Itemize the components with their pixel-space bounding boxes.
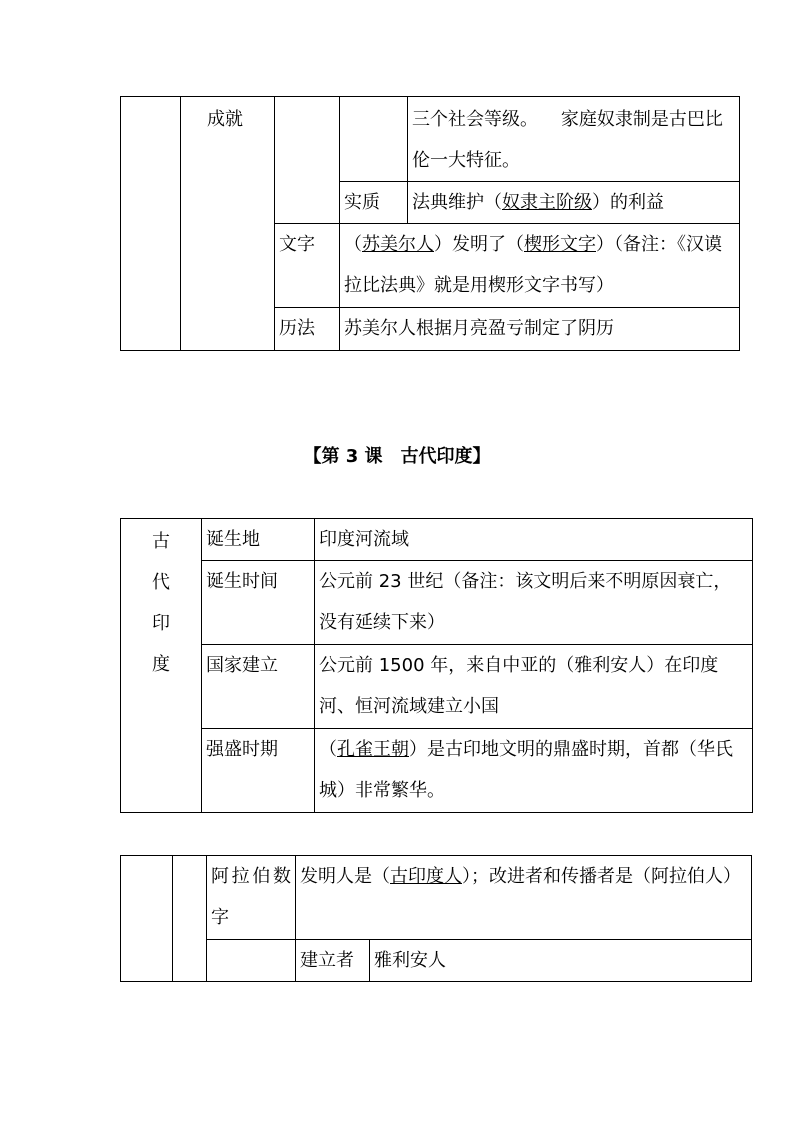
vertical-char: 代 [152, 572, 170, 593]
row-text [315, 561, 753, 645]
writing-text: （ [344, 234, 362, 255]
essence-text-cell [408, 182, 740, 224]
blank-cell [275, 97, 340, 224]
peak-answer: 孔雀王朝 [337, 739, 409, 760]
blank-cell [207, 940, 296, 982]
slavery-text-1: 三个社会等级。 [412, 109, 538, 130]
peak-text: ）是古印地文明的鼎盛时期，首都（华氏城）非常繁华。 [319, 739, 733, 801]
calendar-label: 历法 [279, 318, 315, 339]
essence-text-end: ）的利益 [592, 192, 664, 213]
achievement-cell [181, 97, 275, 351]
slavery-text-2: 家庭奴隶制是古巴比伦一大特征。 [412, 109, 723, 171]
arabic-label: 阿拉伯数字 [211, 866, 291, 928]
row-text [315, 645, 753, 729]
writing-text-cell [340, 224, 740, 308]
arabic-text-cell [296, 856, 752, 940]
calendar-text: 苏美尔人根据月亮盈亏制定了阴历 [344, 318, 614, 339]
vertical-char: 古 [152, 531, 170, 552]
vertical-char: 印 [152, 613, 170, 634]
row-label [202, 645, 315, 729]
writing-label: 文字 [279, 234, 315, 255]
arabic-text: 发明人是（ [300, 866, 390, 887]
founder-text-cell [370, 940, 752, 982]
writing-text: ）发明了（ [434, 234, 524, 255]
birthtime-label: 诞生时间 [206, 571, 278, 592]
writing-text: ）（备注：《汉谟拉比法典》就是用楔形文字书写） [344, 234, 722, 296]
birthplace-text: 印度河流域 [319, 529, 409, 550]
blank-cell [121, 856, 173, 982]
row-label [202, 561, 315, 645]
left-blank-cell [121, 97, 181, 351]
blank-cell [340, 97, 408, 182]
arabic-text: ）；改进者和传播者是（阿拉伯人） [462, 866, 741, 887]
row-label [202, 519, 315, 561]
writing-label-cell [275, 224, 340, 308]
writing-answer-2: 楔形文字 [524, 234, 596, 255]
state-label: 国家建立 [206, 655, 278, 676]
birthplace-label: 诞生地 [206, 529, 260, 550]
arabic-answer: 古印度人 [390, 866, 462, 887]
peak-text: （ [319, 739, 337, 760]
row-text [315, 729, 753, 813]
lesson-title: 【第 3 课 古代印度】 [303, 446, 491, 467]
blank-cell [173, 856, 207, 982]
vertical-char: 度 [152, 654, 170, 675]
founder-label-cell [296, 940, 370, 982]
india-table [120, 518, 753, 813]
birthtime-text: 公元前 23 世纪（备注：该文明后来不明原因衰亡，没有延续下来） [319, 571, 732, 633]
arabic-label-cell [207, 856, 296, 940]
essence-label-cell [340, 182, 408, 224]
achievement-label: 成就 [207, 109, 243, 130]
india-vertical-label [121, 519, 202, 813]
achievement-table [120, 855, 752, 982]
essence-answer: 奴隶主阶级 [502, 192, 592, 213]
founder-text: 雅利安人 [374, 950, 446, 971]
founder-label: 建立者 [300, 950, 354, 971]
writing-answer-1: 苏美尔人 [362, 234, 434, 255]
calendar-text-cell [340, 308, 740, 351]
slavery-text-cell [408, 97, 740, 182]
essence-text: 法典维护（ [412, 192, 502, 213]
row-text [315, 519, 753, 561]
essence-label: 实质 [344, 192, 380, 213]
babylon-table [120, 96, 740, 351]
peak-label: 强盛时期 [206, 739, 278, 760]
calendar-label-cell [275, 308, 340, 351]
row-label [202, 729, 315, 813]
state-text: 公元前 1500 年，来自中亚的（雅利安人）在印度河、恒河流域建立小国 [319, 655, 719, 717]
